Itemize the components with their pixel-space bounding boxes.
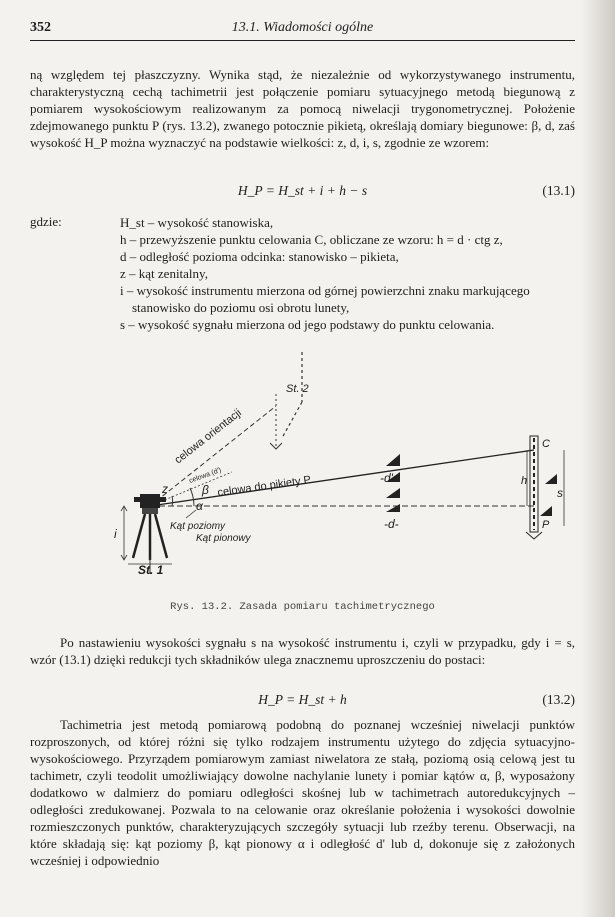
page-header <box>30 20 575 41</box>
signal-height-label: s <box>557 486 563 500</box>
where-label: gdzie: <box>30 214 62 229</box>
formula-expression: H_P = H_st + i + h − s <box>237 183 368 198</box>
figure-tachymetry-diagram <box>100 346 570 586</box>
point-p-mark <box>526 532 542 539</box>
page-number: 352 <box>30 20 51 35</box>
beta-arc <box>190 488 194 506</box>
sight-line-label: celowa do pikiety P <box>216 473 312 499</box>
page-edge-shadow <box>581 0 615 917</box>
reference-pole-extension <box>282 402 302 438</box>
distance-marker-d-1 <box>386 488 400 498</box>
station-1-label: St. 1 <box>138 563 164 577</box>
point-p-label: P <box>542 519 550 531</box>
orientation-line-label: celowa orientacji <box>172 406 244 467</box>
equation-number: (13.2) <box>542 692 575 707</box>
formula-13-2 <box>30 692 575 709</box>
sight-marker-p <box>540 506 552 516</box>
definition-item: i – wysokość instrumentu mierzona od górnej powierzchni znaku markującego stanowisko do poziomu osi obrotu lunety, <box>120 283 530 315</box>
beta-label: β <box>202 483 209 497</box>
station-2-label: St. 2 <box>286 383 309 395</box>
vertical-angle-label: Kąt pionowy <box>196 533 251 544</box>
d-prime-label: -d'- <box>380 471 397 485</box>
point-c-label: C <box>542 438 550 450</box>
alpha-arc <box>172 496 173 506</box>
formula-13-1 <box>30 183 575 200</box>
figure-caption: Rys. 13.2. Zasada pomiaru tachimetrycznego <box>170 601 435 613</box>
height-h-label: h <box>521 475 528 487</box>
small-sight-line-label: celowa (d') <box>188 466 223 485</box>
definition-item: s – wysokość sygnału mierzona od jego podstawy do punktu celowania. <box>120 317 495 332</box>
paragraph-simplification: Po nastawieniu wysokości sygnału s na wysokość instrumentu i, czyli w przypadku, gdy i = s, wzór (13.1) dzięki redukcji tych składników ulega znacznemu uproszczeniu do postaci: <box>30 635 575 667</box>
definition-item: z – kąt zenitalny, <box>120 266 208 281</box>
d-label: -d- <box>384 517 399 531</box>
formula-expression: H_P = H_st + h <box>258 692 347 707</box>
distance-marker-d-2 <box>386 504 400 512</box>
running-head: 13.1. Wiadomości ogólne <box>231 20 374 35</box>
alpha-label: α <box>196 499 203 513</box>
definition-item: h – przewyższenie punktu celowania C, obliczane ze wzoru: h = d · ctg z, <box>120 232 503 247</box>
definition-item: H_st – wysokość stanowiska, <box>120 215 274 230</box>
horizontal-angle-leader <box>186 510 196 518</box>
horizontal-angle-label: Kąt poziomy <box>170 521 226 532</box>
z-label: z <box>162 482 168 496</box>
definition-list <box>120 214 575 333</box>
distance-marker-d-prime-1 <box>386 454 400 466</box>
paragraph-tachymetry: Tachimetria jest metodą pomiarową podobną do poznanej wcześniej niwelacji punktów rozproszonych, od której różni się tylko rodzajem instrumentu użytego do zdjęcia sytuacyjno-wysokościowego. Przyrządem pomiarowym zamiast niwelatora ze stałą, poziomą osią celową jest tu tachimetr, czyli teodolit umożliwiający dowolne nachylanie lunety i pomiar kątów α, β, wyposażony dodatkowo w dalmierz do pomiaru odległości skośnej lub w tachimetrach autoredukcyjnych – odległości zredukowanej. Pozwala to na celowanie oraz określanie położenia i wysokości dowolnie rozmieszczonych punktów, charakteryzujących szczegóły sytuacji lub rzeźby terenu. Obserwacji, na które składają się: kąt poziomy β, kąt pionowy α i odległość d' lub d, dokonuje się z założonych wcześniej i odpowiednio <box>30 717 575 868</box>
paragraph-intro: ną względem tej płaszczyzny. Wynika stąd, że niezależnie od wykorzystywanego instrumentu, charakterystyczną cechą tachimetrii jest połączenie pomiaru sytuacyjnego metodą biegunową z pomiarem wysokościowym realizowanym za pomocą niwelacji trygonometrycznej. Położenie zdejmowanego punktu P (rys. 13.2), zwanego potocznie pikietą, określają domiary biegunowe: β, d, zaś wysokość H_P można wyznaczyć na podstawie wielkości: z, d, i, s, zgodnie ze wzorem: <box>30 67 575 150</box>
instrument-height-label: i <box>114 527 117 541</box>
equation-number: (13.1) <box>542 183 575 198</box>
definition-item: d – odległość pozioma odcinka: stanowisko – pikieta, <box>120 249 399 264</box>
sight-marker-c <box>545 474 557 484</box>
